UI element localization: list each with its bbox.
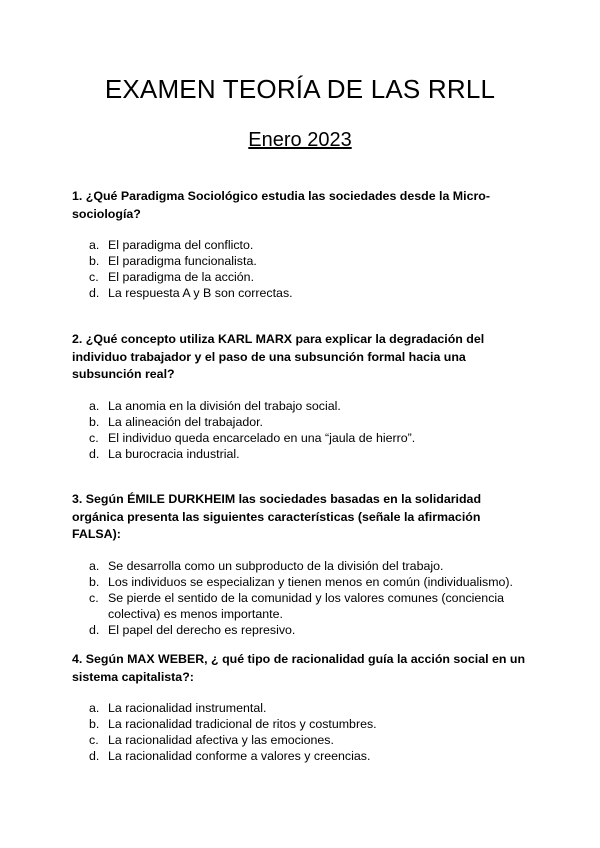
option-c (72, 590, 532, 622)
option-list (72, 700, 532, 764)
question-2 (72, 331, 532, 462)
option-text: La racionalidad instrumental. (108, 701, 267, 715)
option-d (72, 446, 532, 462)
option-a (72, 237, 532, 253)
option-text: La racionalidad tradicional de ritos y costumbres. (108, 717, 377, 731)
exam-title: EXAMEN TEORÍA DE LAS RRLL (104, 74, 496, 104)
option-list (72, 398, 532, 462)
option-letter: b. (89, 254, 100, 268)
option-letter: a. (89, 398, 100, 413)
option-letter: b. (89, 414, 100, 429)
question-1 (72, 188, 532, 301)
option-b (72, 716, 532, 732)
option-b (72, 253, 532, 269)
option-b (72, 414, 532, 430)
option-c (72, 732, 532, 748)
question-4 (72, 651, 532, 764)
option-text: Se pierde el sentido de la comunidad y los valores comunes (conciencia colectiva) es menos importante. (108, 590, 505, 621)
option-letter: a. (89, 558, 100, 573)
question-text: 1. ¿Qué Paradigma Sociológico estudia las sociedades desde la Micro-sociología? (72, 189, 490, 221)
option-text: La burocracia industrial. (108, 446, 240, 461)
option-letter: a. (89, 701, 100, 715)
option-letter: d. (89, 286, 100, 300)
option-letter: c. (89, 270, 99, 284)
option-a (72, 700, 532, 716)
option-c (72, 269, 532, 285)
option-letter: d. (89, 446, 100, 461)
option-text: El paradigma funcionalista. (108, 254, 257, 268)
question-text: 2. ¿Qué concepto utiliza KARL MARX para explicar la degradación del individuo trabajador y el paso de una subsunción formal hacia una subsunción real? (72, 332, 485, 381)
option-text: La racionalidad conforme a valores y creencias. (108, 749, 371, 763)
option-d (72, 748, 532, 764)
option-text: La respuesta A y B son correctas. (108, 286, 293, 300)
option-c (72, 430, 532, 446)
option-list (72, 237, 532, 301)
option-text: Los individuos se especializan y tienen menos en común (individualismo). (108, 574, 513, 589)
option-text: La anomia en la división del trabajo social. (108, 398, 341, 413)
exam-date: Enero 2023 (248, 129, 352, 151)
option-text: La alineación del trabajador. (108, 414, 263, 429)
option-text: El paradigma del conflicto. (108, 238, 254, 252)
option-letter: c. (89, 733, 99, 747)
option-letter: d. (89, 622, 100, 637)
option-letter: b. (89, 574, 100, 589)
question-text: 4. Según MAX WEBER, ¿ qué tipo de racionalidad guía la acción social en un sistema capitalista?: (72, 652, 526, 684)
option-text: El paradigma de la acción. (108, 270, 255, 284)
option-text: El papel del derecho es represivo. (108, 622, 296, 637)
question-text: 3. Según ÉMILE DURKHEIM las sociedades basadas en la solidaridad orgánica presenta las siguientes características (señale la afirmación FALSA): (72, 492, 482, 541)
option-letter: c. (89, 590, 99, 605)
option-b (72, 574, 532, 590)
option-letter: c. (89, 430, 99, 445)
option-text: Se desarrolla como un subproducto de la división del trabajo. (108, 558, 444, 573)
option-d (72, 285, 532, 301)
option-list (72, 558, 532, 638)
option-a (72, 558, 532, 574)
question-3 (72, 491, 532, 638)
option-d (72, 622, 532, 638)
option-text: La racionalidad afectiva y las emociones. (108, 733, 334, 747)
option-letter: a. (89, 238, 100, 252)
option-text: El individuo queda encarcelado en una “jaula de hierro”. (108, 430, 416, 445)
option-letter: d. (89, 749, 100, 763)
option-a (72, 398, 532, 414)
option-letter: b. (89, 717, 100, 731)
